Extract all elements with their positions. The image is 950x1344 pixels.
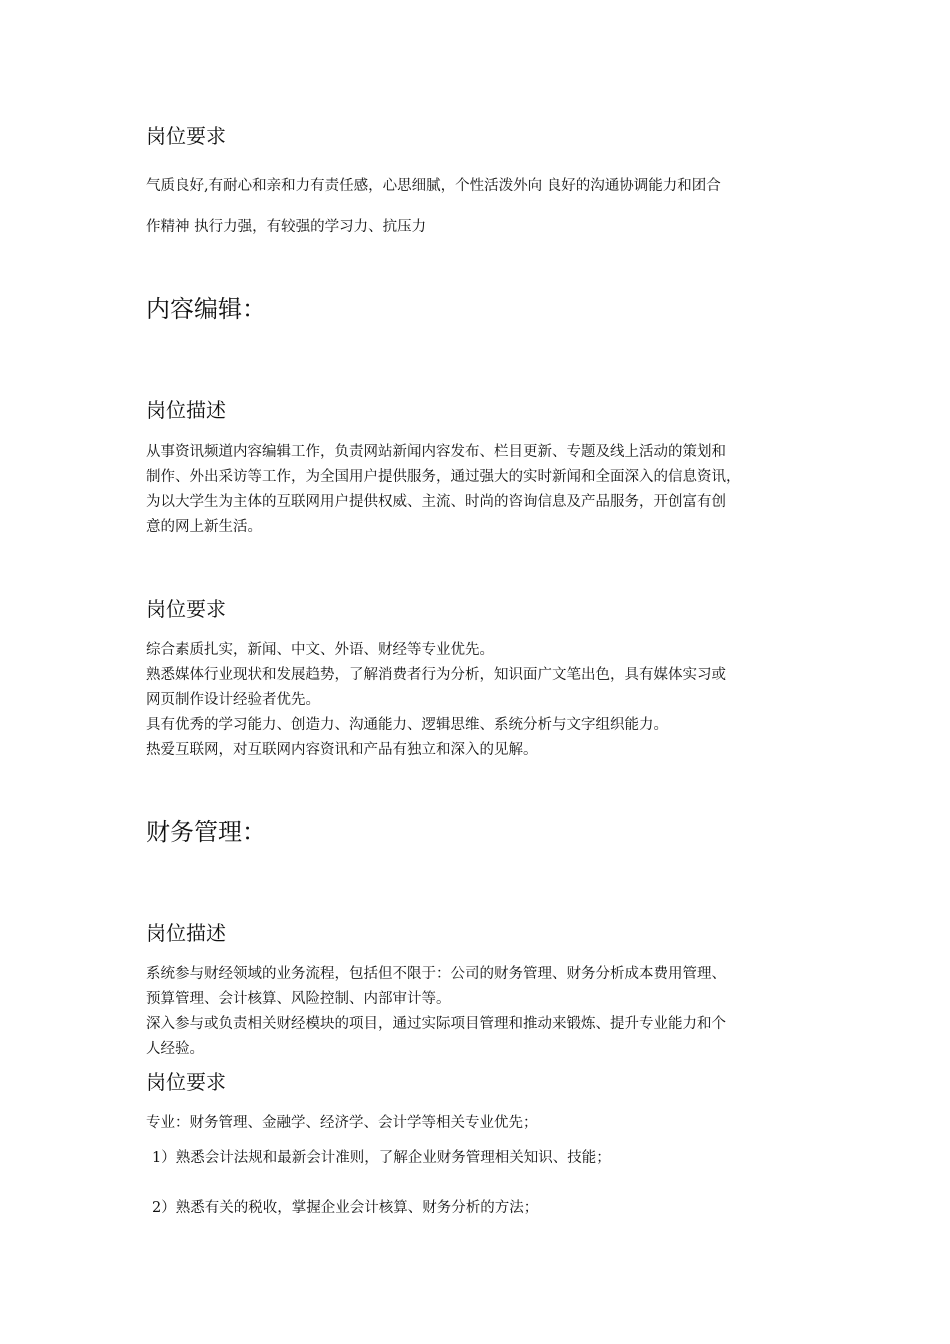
paragraph-line: 具有优秀的学习能力、创造力、沟通能力、逻辑思维、系统分析与文字组织能力。 xyxy=(146,717,668,733)
list-item: 1）熟悉会计法规和最新会计准则，了解企业财务管理相关知识、技能； xyxy=(152,1150,611,1166)
paragraph-line: 制作、外出采访等工作，为全国用户提供服务，通过强大的实时新闻和全面深入的信息资讯， xyxy=(146,469,741,485)
paragraph-line: 预算管理、会计核算、风险控制、内部审计等。 xyxy=(146,991,451,1007)
section-heading-requirements: 岗位要求 xyxy=(146,124,226,148)
paragraph-line: 气质良好,有耐心和亲和力有责任感，心思细腻，个性活泼外向 良好的沟通协调能力和团合 xyxy=(146,178,721,194)
paragraph-line: 人经验。 xyxy=(146,1041,204,1057)
list-item: 2）熟悉有关的税收，掌握企业会计核算、财务分析的方法； xyxy=(152,1200,539,1216)
paragraph-line: 热爱互联网，对互联网内容资讯和产品有独立和深入的见解。 xyxy=(146,742,538,758)
job-title-content-editing: 内容编辑： xyxy=(146,295,266,323)
paragraph-line: 为以大学生为主体的互联网用户提供权威、主流、时尚的咨询信息及产品服务，开创富有创 xyxy=(146,494,726,510)
job-title-finance: 财务管理： xyxy=(146,818,266,846)
paragraph-line: 专业：财务管理、金融学、经济学、会计学等相关专业优先； xyxy=(146,1115,538,1131)
section-heading-requirements: 岗位要求 xyxy=(146,597,226,621)
paragraph-line: 网页制作设计经验者优先。 xyxy=(146,692,320,708)
section-heading-description: 岗位描述 xyxy=(146,398,226,422)
section-heading-requirements: 岗位要求 xyxy=(146,1070,226,1094)
paragraph-line: 作精神 执行力强，有较强的学习力、抗压力 xyxy=(146,219,427,235)
paragraph-line: 熟悉媒体行业现状和发展趋势，了解消费者行为分析，知识面广文笔出色，具有媒体实习或 xyxy=(146,667,726,683)
section-heading-description: 岗位描述 xyxy=(146,921,226,945)
paragraph-line: 综合素质扎实，新闻、中文、外语、财经等专业优先。 xyxy=(146,642,494,658)
paragraph-line: 系统参与财经领域的业务流程，包括但不限于：公司的财务管理、财务分析成本费用管理、 xyxy=(146,966,726,982)
paragraph-line: 深入参与或负责相关财经模块的项目，通过实际项目管理和推动来锻炼、提升专业能力和个 xyxy=(146,1016,726,1032)
paragraph-line: 从事资讯频道内容编辑工作，负责网站新闻内容发布、栏目更新、专题及线上活动的策划和 xyxy=(146,444,726,460)
paragraph-line: 意的网上新生活。 xyxy=(146,519,262,535)
